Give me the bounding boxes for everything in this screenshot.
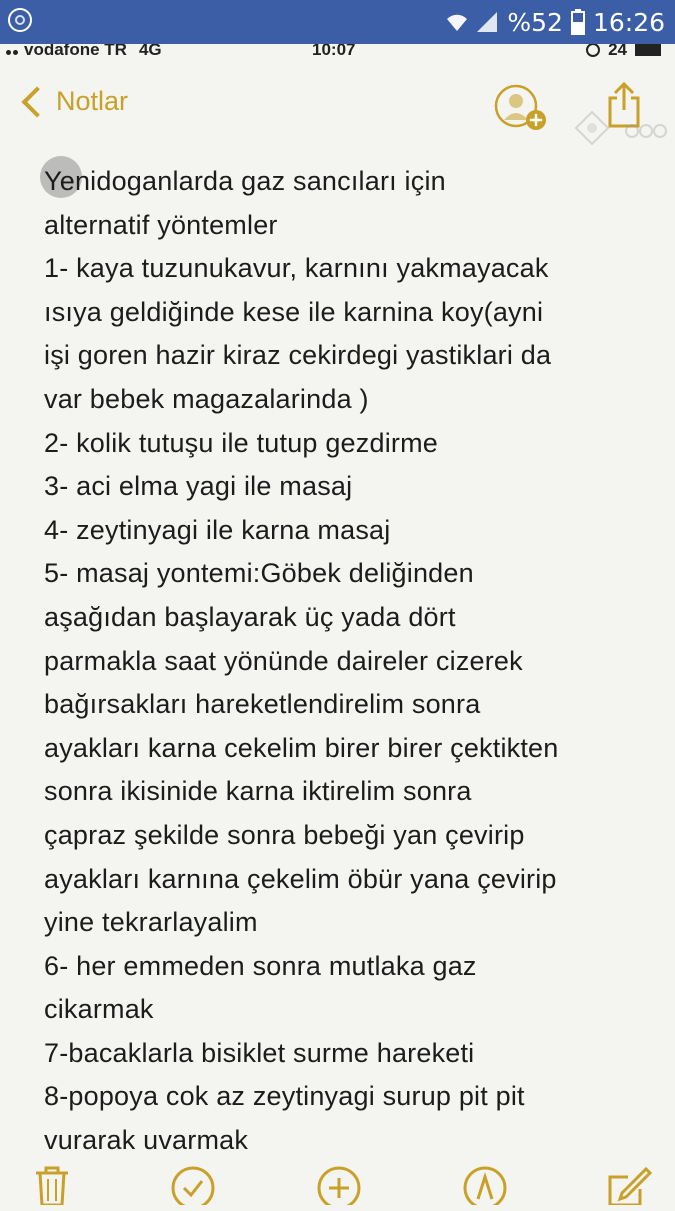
note-line: alternatif yöntemler (44, 209, 278, 240)
note-line: 1- kaya tuzunukavur, karnını yakmayacak (44, 253, 549, 284)
ios-battery-percent: 24 (608, 44, 627, 59)
note-line: 3- aci elma yagi ile masaj (44, 471, 353, 502)
note-line: 5- masaj yontemi:Göbek deliğinden (44, 558, 474, 589)
battery-icon (571, 9, 585, 35)
checklist-icon (170, 1165, 216, 1205)
carrier-name: vodafone TR (24, 44, 127, 59)
wifi-icon (445, 13, 467, 31)
note-line: çapraz şekilde sonra bebeği yan çevirip (44, 819, 525, 850)
note-line: 7-bacaklarla bisiklet surme hareketi (44, 1037, 475, 1068)
sketch-button[interactable] (462, 1165, 508, 1211)
network-type: 4G (138, 44, 162, 59)
bottom-toolbar (0, 1165, 675, 1200)
note-line: sonra ikisinide karna iktirelim sonra (44, 776, 472, 807)
add-person-button[interactable] (494, 84, 548, 134)
carrier-info (6, 44, 162, 60)
note-line: ısıya geldiğinde kese ile karnina koy(ayni (44, 296, 544, 327)
add-person-icon (494, 84, 548, 134)
note-line: ayakları karnına çekelim öbür yana çevirip (44, 863, 557, 894)
note-line: yine tekrarlayalim (44, 907, 258, 938)
notes-navbar (0, 64, 675, 144)
compose-icon (606, 1165, 652, 1205)
note-line: işi goren hazir kiraz cekirdegi yastiklari da (44, 340, 552, 371)
sketch-icon (462, 1165, 508, 1205)
chevron-left-icon (21, 86, 52, 117)
app-notification-icon (8, 8, 32, 32)
signal-dots-icon (6, 44, 20, 60)
note-line: ayakları karna cekelim birer birer çektikten (44, 732, 559, 763)
lock-rotation-icon (586, 44, 600, 57)
signal-icon (475, 11, 499, 33)
trash-icon (32, 1165, 72, 1205)
compose-button[interactable] (606, 1165, 652, 1211)
note-line: aşağıdan başlayarak üç yada dört (44, 601, 456, 632)
android-status-right (445, 6, 665, 38)
note-line: 4- zeytinyagi ile karna masaj (44, 514, 391, 545)
ios-status-bar (0, 44, 675, 64)
ios-battery-icon (635, 44, 661, 56)
note-line: Yenidoganlarda gaz sancıları için (44, 166, 446, 196)
note-line: bağırsakları hareketlendirelim sonra (44, 689, 481, 720)
note-line: 2- kolik tutuşu ile tutup gezdirme (44, 427, 438, 458)
note-line: 8-popoya cok az zeytinyagi surup pit pit (44, 1081, 525, 1112)
ios-clock: 10:07 (312, 44, 356, 59)
watermark-logo (566, 106, 670, 156)
battery-percent: %52 (507, 7, 563, 37)
back-label: Notlar (56, 86, 129, 116)
note-line: var bebek magazalarinda ) (44, 383, 369, 414)
back-button[interactable] (20, 86, 128, 117)
note-body[interactable] (44, 160, 644, 1163)
ios-status-right (586, 44, 661, 60)
note-line: cikarmak (44, 994, 154, 1025)
add-button[interactable] (316, 1165, 362, 1211)
checklist-button[interactable] (170, 1165, 216, 1211)
note-line: vurarak uvarmak (44, 1125, 249, 1156)
add-icon (316, 1165, 362, 1205)
note-line: 6- her emmeden sonra mutlaka gaz (44, 950, 477, 981)
android-status-bar (0, 0, 675, 44)
android-clock: 16:26 (592, 7, 665, 37)
note-line: parmakla saat yönünde daireler cizerek (44, 645, 523, 676)
delete-button[interactable] (32, 1165, 78, 1211)
